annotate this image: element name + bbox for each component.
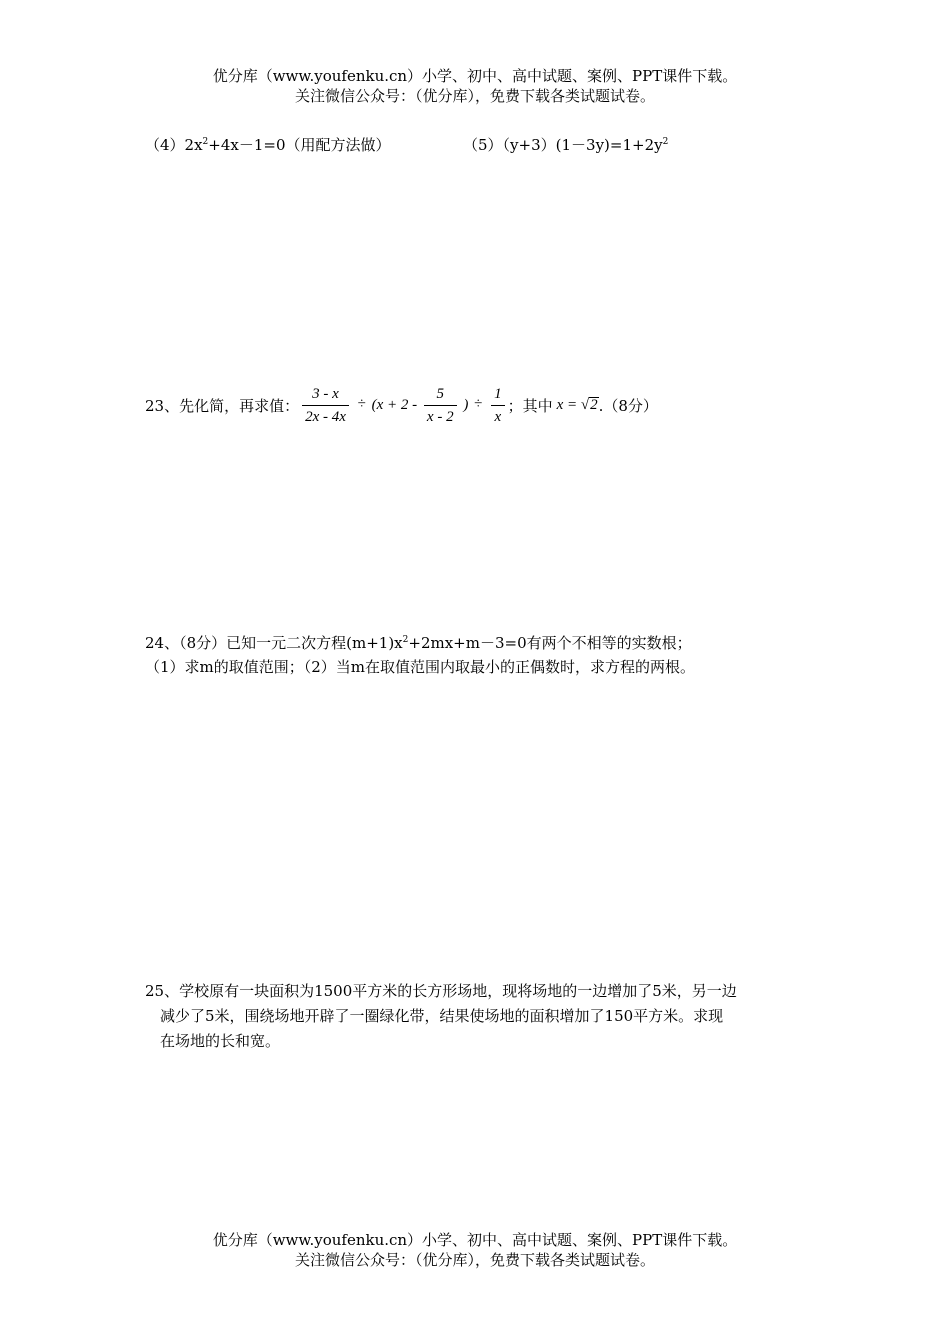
q23-condition [557, 397, 599, 414]
q23-fraction-1-numerator: 3 - x [302, 383, 349, 406]
q23-fraction-3 [491, 383, 505, 428]
footer-line-2: 关注微信公众号：（优分库），免费下载各类试题试卷。 [294, 1251, 655, 1269]
question-22-part-5 [463, 134, 668, 155]
q23-middle: ；其中 [507, 396, 553, 415]
q24-line1-suffix: +2mx+m－3=0有两个不相等的实数根； [408, 634, 692, 652]
footer-line-1: 优分库（www.youfenku.cn）小学、初中、高中试题、案例、PPT课件下载。 [212, 1231, 738, 1249]
q23-expression [299, 383, 507, 428]
q23-radicand: 2 [590, 396, 598, 413]
q23-fraction-1 [302, 383, 349, 428]
question-24-line-2: （1）求m的取值范围；（2）当m在取值范围内取最小的正偶数时，求方程的两根。 [145, 658, 696, 676]
question-24-line-1 [145, 632, 692, 653]
q23-fraction-3-denominator: x [494, 408, 502, 425]
q22-p5-prefix: （5）（y+3）(1－3y)=1+2y [463, 136, 663, 154]
question-25-line-1: 25、学校原有一块面积为1500平方米的长方形场地，现将场地的一边增加了5米，另一边 [145, 982, 737, 1000]
q22-p4-prefix: （4）2x [145, 136, 203, 154]
question-23 [145, 380, 658, 430]
q23-fraction-2-denominator: x - 2 [426, 408, 454, 425]
q23-divide-2: ÷ [474, 396, 483, 413]
q24-line1-exponent: 2 [402, 635, 409, 645]
header-line-2: 关注微信公众号：（优分库），免费下载各类试题试卷。 [294, 87, 655, 105]
q22-p5-exponent: 2 [662, 137, 669, 147]
q22-p4-suffix: +4x－1=0（用配方法做） [208, 136, 391, 154]
q24-line1-prefix: 24、（8分）已知一元二次方程(m+1)x [145, 634, 403, 652]
q23-suffix: .（8分） [598, 396, 658, 415]
q23-paren-close: ) [463, 396, 469, 413]
q23-prefix: 23、先化简，再求值： [145, 396, 300, 415]
question-25-line-3: 在场地的长和宽。 [160, 1032, 281, 1050]
question-25-line-2: 减少了5米，围绕场地开辟了一圈绿化带，结果使场地的面积增加了150平方米。求现 [160, 1007, 724, 1025]
page-footer [0, 1230, 950, 1270]
q23-paren-open: (x + 2 - [371, 396, 418, 413]
page-header [0, 66, 950, 106]
question-22-part-4 [145, 134, 391, 155]
header-line-1: 优分库（www.youfenku.cn）小学、初中、高中试题、案例、PPT课件下载。 [212, 67, 738, 85]
q23-fraction-2 [424, 383, 457, 428]
q23-x-equals: x = [556, 396, 578, 413]
q23-fraction-1-denominator: 2x - 4x [305, 408, 346, 425]
q23-divide-1: ÷ [357, 396, 366, 413]
sqrt-icon: √ [580, 396, 590, 413]
q22-p4-exponent: 2 [202, 137, 209, 147]
q23-fraction-2-numerator: 5 [424, 383, 457, 406]
q23-fraction-3-numerator: 1 [491, 383, 505, 406]
